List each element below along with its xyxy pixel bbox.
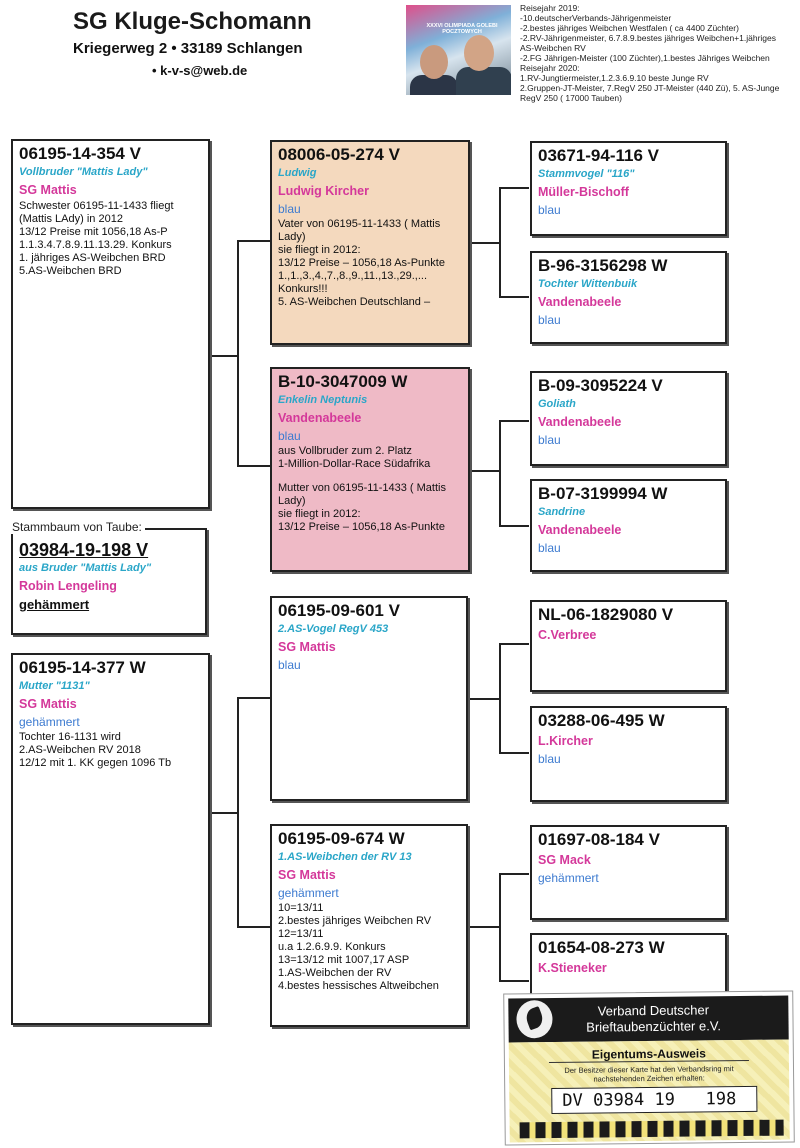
card-organisation: Verband Deutscher Brieftaubenzüchter e.V.	[586, 1002, 721, 1035]
connector	[237, 240, 270, 242]
connector	[499, 873, 501, 981]
pigeon-nickname: 1.AS-Weibchen der RV 13	[278, 851, 412, 863]
pigeon-nickname: Stammvogel "116"	[538, 168, 635, 180]
pedigree-header: Stammbaum von Taube:	[9, 520, 145, 534]
great-grandparent-box	[530, 371, 727, 466]
photo-caption: XXXVI OLIMPIADA GOLEBI POCZTOWYCH	[426, 23, 498, 35]
connector	[499, 752, 529, 754]
great-grandparent-box	[530, 251, 727, 344]
connector	[499, 525, 529, 527]
person-right	[456, 67, 511, 95]
connector	[499, 643, 501, 753]
connector	[499, 643, 529, 645]
breeder: Müller-Bischoff	[538, 185, 629, 199]
season-line: Reisejahr 2020:	[520, 63, 580, 73]
description: Vater von 06195-11-1433 ( Mattis Lady) sie fliegt in 2012: 13/12 Preise – 1056,18 As-Punkte 1.,1.,3.,4.,7.,8.,9.,11.,13.,29.,... Konkurs!!! 5. AS-Weibchen Deutschland –	[278, 218, 445, 308]
great-grandparent-box	[530, 825, 727, 920]
breeder-name: SG Kluge-Schomann	[73, 8, 312, 35]
connector	[468, 698, 500, 700]
breeder: SG Mack	[538, 853, 591, 867]
face-left	[420, 45, 448, 79]
season-line: -2.FG Jährigen-Meister (100 Züchter),1.bestes Jähriges Weibchen	[520, 53, 770, 63]
connector	[237, 697, 270, 699]
pigeon-color: blau	[278, 658, 301, 672]
granddam-dam-box	[270, 824, 468, 1027]
great-grandparent-box	[530, 706, 727, 802]
breeder-address: Kriegerweg 2 • 33189 Schlangen	[73, 40, 303, 57]
connector	[499, 980, 529, 982]
breeder: Vandenabeele	[278, 411, 362, 425]
subject-ring-number: 03984-19-198 V	[19, 540, 149, 560]
face-right	[464, 35, 494, 71]
ring-number: 03671-94-116 V	[538, 146, 659, 165]
dam-box	[11, 653, 210, 1025]
description: Tochter 16-1131 wird 2.AS-Weibchen RV 2018 12/12 mit 1. KK gegen 1096 Tb	[19, 731, 172, 769]
pigeon-color: blau	[278, 202, 301, 216]
description: Schwester 06195-11-1433 fliegt (Mattis LAdy) in 2012 13/12 Preise mit 1056,18 As-P 1.1.3.4.7.8.9.11.13.29. Konkurs 1. jähriges AS-Weibchen BRD 5.AS-Weibchen BRD	[19, 200, 174, 277]
pigeon-nickname: Goliath	[538, 398, 576, 410]
season-line: 2.Gruppen-JT-Meister, 7.RegV 250 JT-Meister (440 Zü), 5. AS-Junge RegV 250 ( 17000 Tauben)	[520, 83, 780, 103]
pigeon-nickname: Tochter Wittenbuik	[538, 278, 638, 290]
subject-box	[11, 528, 207, 635]
breeder-email: • k-v-s@web.de	[152, 63, 248, 78]
breeder: L.Kircher	[538, 734, 593, 748]
subject-breeder: Robin Lengeling	[19, 579, 117, 593]
connector	[210, 355, 238, 357]
ring-number: B-10-3047009 W	[278, 372, 408, 391]
connector	[499, 420, 529, 422]
connector	[499, 187, 501, 297]
pigeon-nickname: 2.AS-Vogel RegV 453	[278, 623, 389, 635]
description: 10=13/11 2.bestes jähriges Weibchen RV 12=13/11 u.a 1.2.6.9.9. Konkurs 13=13/12 mit 1007,17 ASP 1.AS-Weibchen der RV 4.bestes hessisches Altweibchen	[278, 902, 439, 992]
connector	[499, 873, 529, 875]
great-grandparent-box	[530, 600, 727, 692]
pigeon-nickname: Enkelin Neptunis	[278, 394, 368, 406]
season-line: 1.RV-Jungtiermeister,1.2.3.6.9.10 beste Junge RV	[520, 73, 709, 83]
ring-number: B-07-3199994 W	[538, 484, 668, 503]
pigeon-nickname: Ludwig	[278, 167, 317, 179]
connector	[499, 187, 529, 189]
pigeon-nickname: Sandrine	[538, 506, 586, 518]
connector	[237, 926, 270, 928]
season-line: -2.bestes jähriges Weibchen Westfalen ( ca 4400 Züchter)	[520, 23, 739, 33]
pigeon-logo-icon	[516, 1000, 552, 1038]
ring-number: 06195-14-377 W	[19, 658, 146, 677]
breeder: Vandenabeele	[538, 523, 622, 537]
ring-number: 03288-06-495 W	[538, 711, 665, 730]
ring-number: 08006-05-274 V	[278, 145, 400, 164]
card-ring-number: DV 03984 19 198	[551, 1086, 757, 1114]
ring-number: B-96-3156298 W	[538, 256, 668, 275]
pigeon-color: gehämmert	[538, 871, 599, 885]
connector	[499, 420, 501, 526]
sire-box	[11, 139, 210, 509]
description: aus Vollbruder zum 2. Platz 1-Million-Dollar-Race Südafrika Mutter von 06195-11-1433 ( Mattis Lady) sie fliegt in 2012: 13/12 Preise – 1056,18 As-Punkte	[278, 445, 446, 533]
pigeon-color: gehämmert	[19, 715, 80, 729]
pigeon-color: gehämmert	[278, 886, 339, 900]
ownership-card	[503, 990, 795, 1145]
pigeon-color: blau	[538, 433, 561, 447]
connector	[499, 296, 529, 298]
breeder: Ludwig Kircher	[278, 184, 369, 198]
pigeon-nickname: Vollbruder "Mattis Lady"	[19, 166, 148, 178]
great-grandparent-box	[530, 141, 727, 236]
ring-number: 06195-14-354 V	[19, 144, 141, 163]
pigeon-color: blau	[538, 203, 561, 217]
card-header	[508, 996, 788, 1043]
connector	[470, 470, 500, 472]
pigeon-color: blau	[538, 541, 561, 555]
breeder: SG Mattis	[19, 697, 77, 711]
subject-color: gehämmert	[19, 597, 90, 612]
season-achievements	[520, 3, 790, 103]
breeder: Vandenabeele	[538, 295, 622, 309]
card-text: Der Besitzer dieser Karte hat den Verbandsring mit nachstehenden Zeichen erhalten:	[564, 1064, 734, 1084]
ring-number: 01654-08-273 W	[538, 938, 665, 957]
breeder: K.Stieneker	[538, 961, 607, 975]
great-grandparent-box	[530, 479, 727, 572]
card-pattern	[520, 1120, 784, 1139]
breeder-photo	[406, 5, 511, 95]
granddam-sire-box	[270, 367, 470, 572]
season-line: -10.deutscherVerbands-Jährigenmeister	[520, 13, 672, 23]
connector	[468, 926, 500, 928]
card-body	[509, 1040, 790, 1143]
pigeon-nickname: Mutter "1131"	[19, 680, 90, 692]
pigeon-color: blau	[538, 313, 561, 327]
breeder: Vandenabeele	[538, 415, 622, 429]
card-title: Eigentums-Ausweis	[549, 1046, 749, 1063]
breeder: SG Mattis	[278, 640, 336, 654]
ring-number: NL-06-1829080 V	[538, 605, 674, 624]
grandsire-dam-box	[270, 596, 468, 801]
connector	[470, 242, 500, 244]
pigeon-color: blau	[538, 752, 561, 766]
ring-number: 06195-09-601 V	[278, 601, 400, 620]
ring-number: 06195-09-674 W	[278, 829, 405, 848]
subject-nickname: aus Bruder "Mattis Lady"	[19, 562, 152, 574]
ring-number: 01697-08-184 V	[538, 830, 660, 849]
season-line: Reisejahr 2019:	[520, 3, 580, 13]
breeder: SG Mattis	[19, 183, 77, 197]
pigeon-color: blau	[278, 429, 301, 443]
connector	[237, 697, 239, 927]
breeder: C.Verbree	[538, 628, 597, 642]
ring-number: B-09-3095224 V	[538, 376, 663, 395]
season-line: -2.RV-Jährigenmeister, 6.7.8.9.bestes jähriges Weibchen+1.jähriges AS-Weibchen RV	[520, 33, 777, 53]
connector	[237, 240, 239, 465]
connector	[210, 812, 238, 814]
connector	[237, 465, 270, 467]
breeder: SG Mattis	[278, 868, 336, 882]
grandsire-sire-box	[270, 140, 470, 345]
